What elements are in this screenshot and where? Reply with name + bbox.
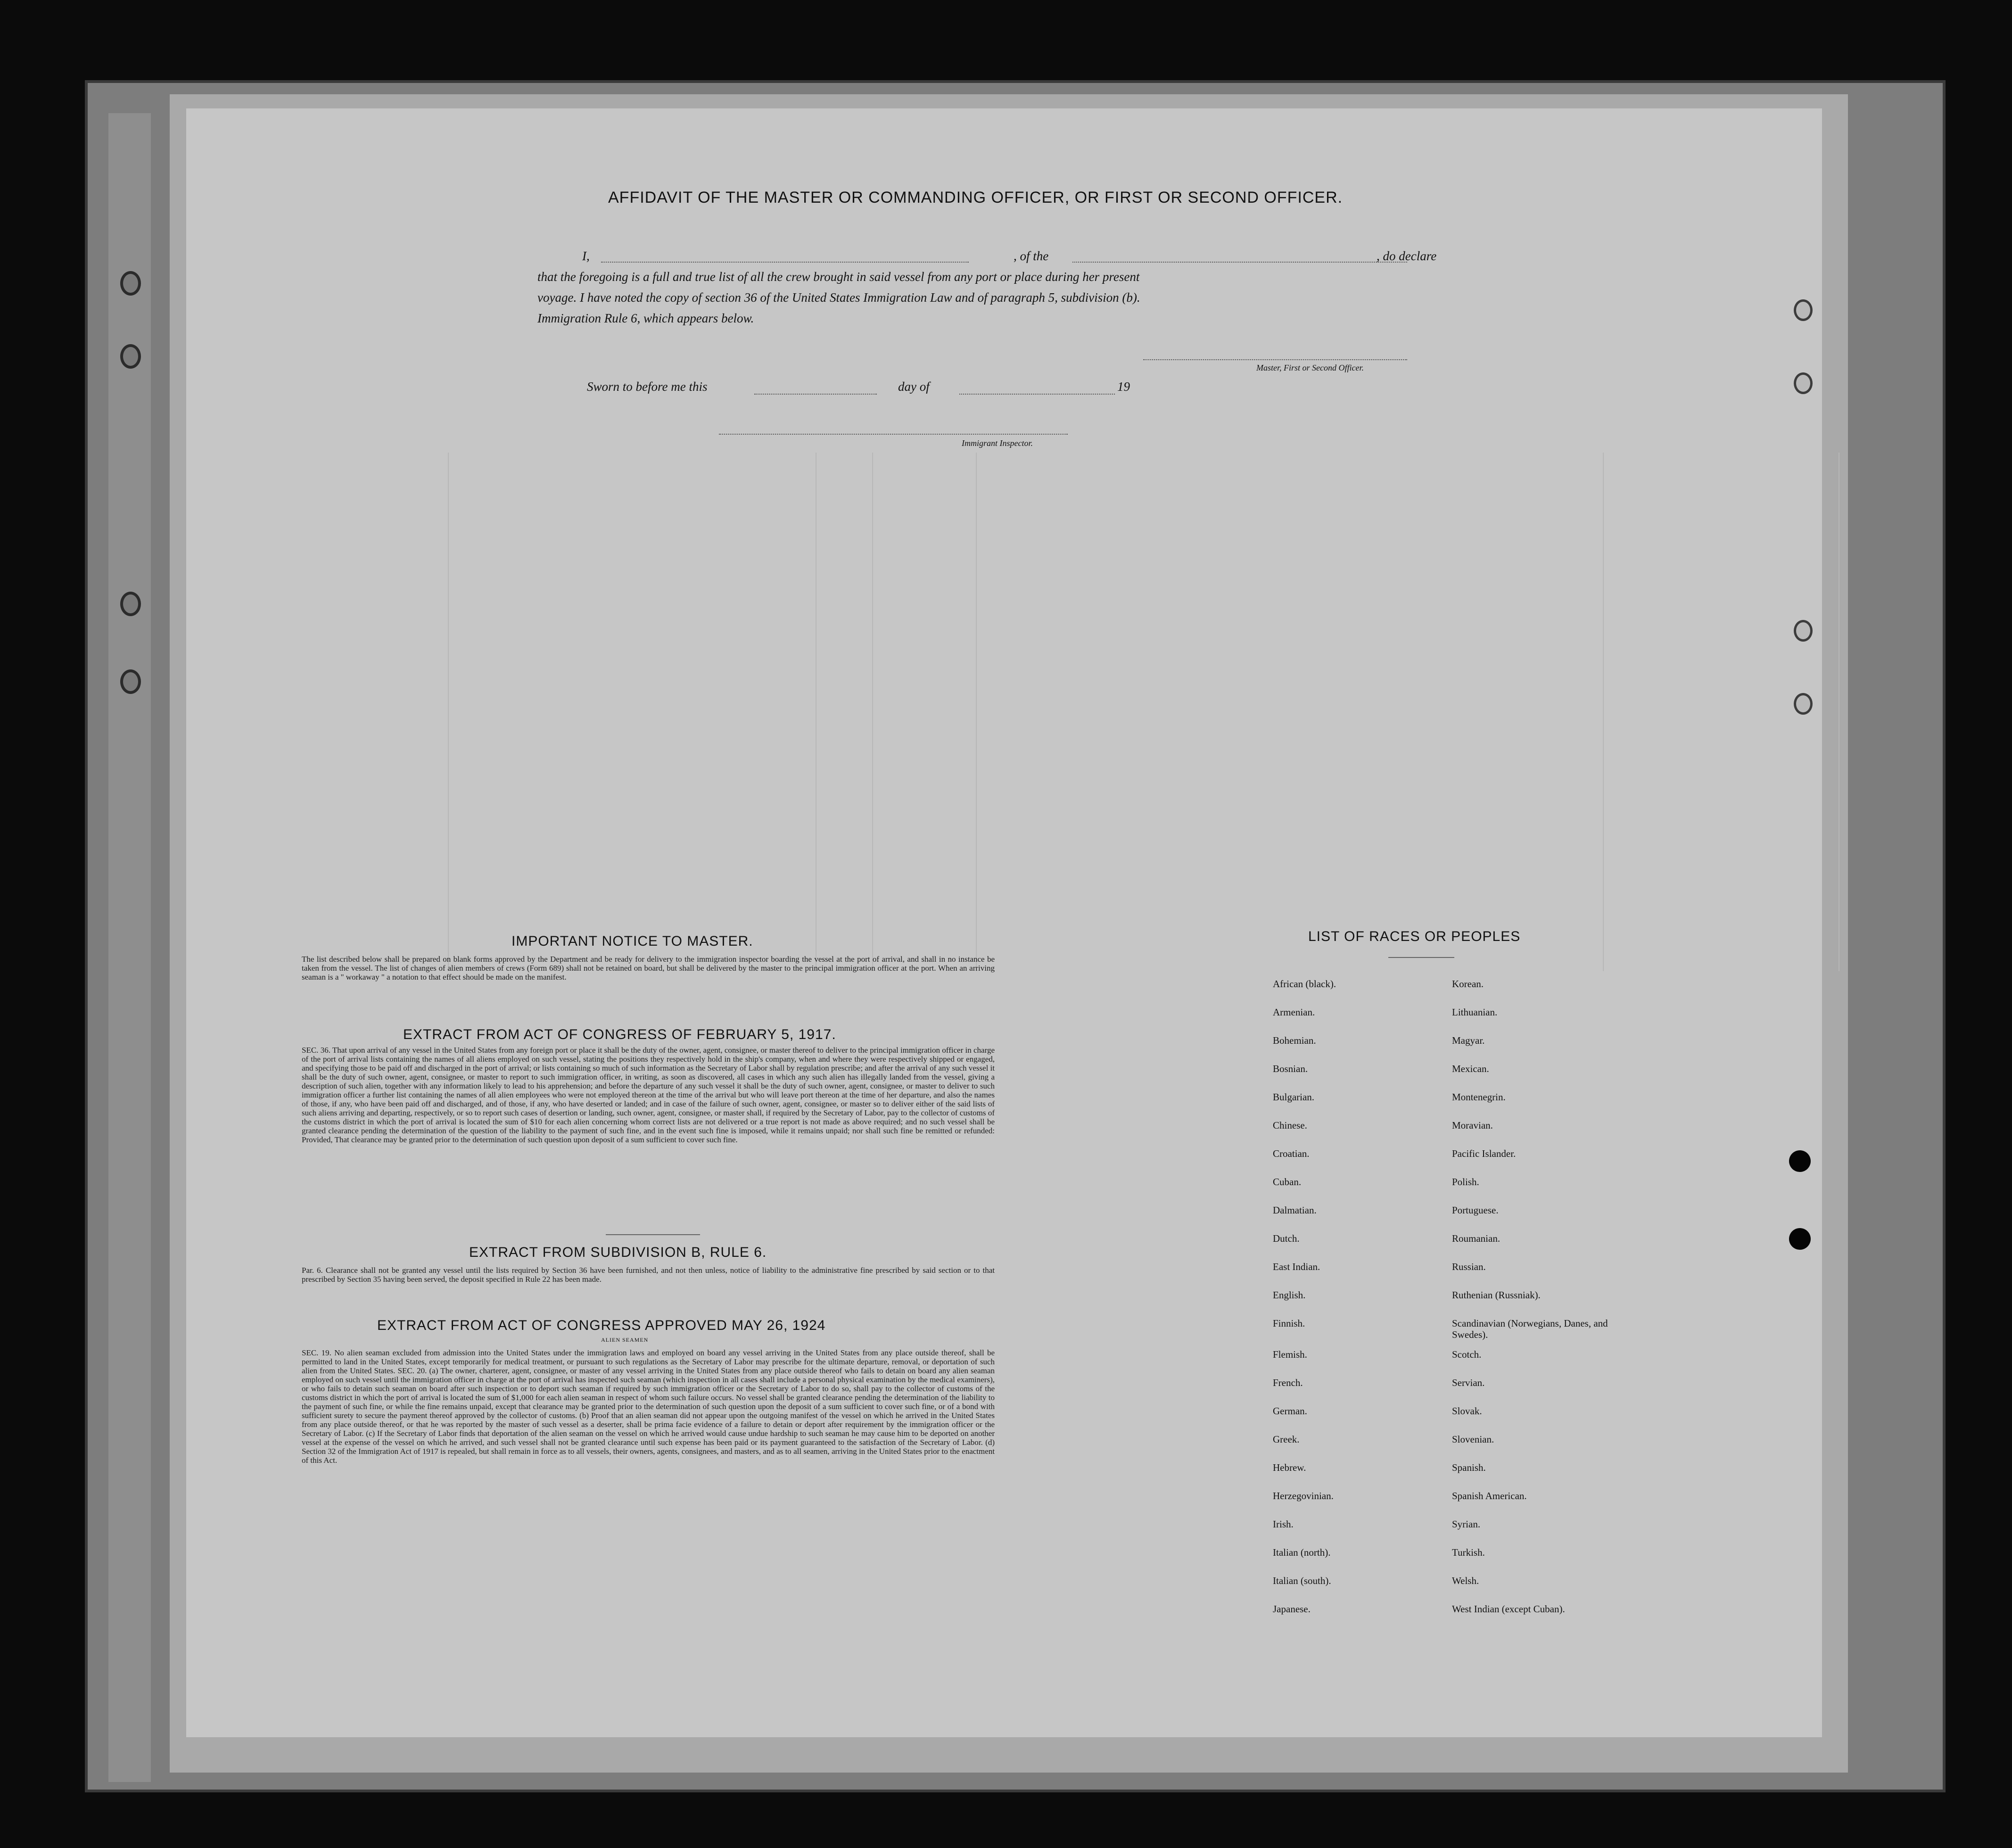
bleed-through-grid bbox=[448, 453, 1843, 971]
races-title: LIST OF RACES OR PEOPLES bbox=[1308, 929, 1521, 944]
race-item: Croatian. bbox=[1273, 1148, 1310, 1159]
section-divider bbox=[606, 1234, 700, 1235]
extract-1924-title: EXTRACT FROM ACT OF CONGRESS APPROVED MAY 26, 1924 bbox=[377, 1318, 826, 1333]
race-item: Ruthenian (Russniak). bbox=[1452, 1289, 1541, 1301]
punch-hole bbox=[1794, 372, 1813, 394]
affidavit-of-the: , of the bbox=[1014, 249, 1049, 263]
extract-1917-title: EXTRACT FROM ACT OF CONGRESS OF FEBRUARY 5, 1917. bbox=[403, 1027, 836, 1042]
race-item: French. bbox=[1273, 1377, 1303, 1388]
document-page bbox=[186, 108, 1822, 1737]
race-item: Polish. bbox=[1452, 1176, 1479, 1188]
rule-6-text: Par. 6. Clearance shall not be granted any vessel until the lists required by Section 36 have been furnished, and not then unless, notice of liability to the administrative fine prescribed by said section or to that prescribed by Section 35 having been served, the deposit specified in Rule 22 has been made. bbox=[302, 1266, 995, 1284]
race-item: Magyar. bbox=[1452, 1035, 1485, 1046]
races-right-column bbox=[1452, 978, 1650, 1632]
race-item: Irish. bbox=[1273, 1518, 1294, 1530]
race-item: Bosnian. bbox=[1273, 1063, 1308, 1074]
race-item: Mexican. bbox=[1452, 1063, 1489, 1074]
binder-hole bbox=[120, 344, 141, 369]
races-title-rule bbox=[1388, 957, 1454, 958]
race-item: Japanese. bbox=[1273, 1603, 1311, 1615]
race-item: Greek. bbox=[1273, 1434, 1300, 1445]
race-item: Welsh. bbox=[1452, 1575, 1479, 1586]
ink-dot bbox=[1789, 1228, 1811, 1250]
notice-title: IMPORTANT NOTICE TO MASTER. bbox=[511, 933, 753, 949]
race-item: Slovenian. bbox=[1452, 1434, 1494, 1445]
race-item: Herzegovinian. bbox=[1273, 1490, 1334, 1502]
grid-line bbox=[448, 453, 449, 971]
race-item: Spanish. bbox=[1452, 1462, 1486, 1473]
race-item: Portuguese. bbox=[1452, 1204, 1499, 1216]
officer-signature-label: Master, First or Second Officer. bbox=[1256, 363, 1364, 372]
day-blank[interactable] bbox=[754, 394, 877, 395]
races-left-column bbox=[1273, 978, 1471, 1632]
race-item: Flemish. bbox=[1273, 1349, 1307, 1360]
punch-hole bbox=[1794, 299, 1813, 321]
extract-1924-text: SEC. 19. No alien seaman excluded from admission into the United States under the immigration laws and employed on board any vessel arriving in the United States from any place outside thereof, shall be permitted to land in the United States, except temporarily for medical treatment, or pursuant to such regulations as the Secretary of Labor may prescribe for the ultimate departure, removal, or deportation of such alien from the United States. SEC. 20. (a) The owner, charterer, agent, consignee, or master of any vessel arriving in the United States from any place outside thereof who fails to detain on board any alien seaman employed on such vessel until the immigration officer in charge at the port of arrival has inspected such seaman (which inspection in all cases shall include a personal physical examination by the medical examiners), or who fails to detain such seaman on board after such inspection or to deport such seaman if required by such immigration officer or the Secretary of Labor to do so, shall pay to the collector of customs of the customs district in which the port of arrival is located the sum of $1,000 for each alien seaman in respect of whom such failure occurs. No vessel shall be granted clearance pending the determination of the liability to the payment of such fine, or while the fine remains unpaid, except that clearance may be granted prior to the determination of such question upon the deposit of a sum sufficient to cover such fine, or of a bond with sufficient surety to secure the payment thereof approved by the collector of customs. (b) Proof that an alien seaman did not appear upon the outgoing manifest of the vessel on which he arrived in the United States from any place outside thereof, or that he was reported by the master of such vessel as a deserter, shall be prima facie evidence of a failure to detain or deport after requirement by the immigration officer or the Secretary of Labor. (c) If the Secretary of Labor finds that deportation of the alien seaman on the vessel on which he arrived would cause undue hardship to such seaman he may cause him to be deported on another vessel at the expense of the vessel on which he arrived, and such vessel shall not be granted clearance until such expense has been paid or its payment guaranteed to the satisfaction of the Secretary of Labor. (d) Section 32 of the Immigration Act of 1917 is repealed, but shall remain in force as to all vessels, their owners, agents, consignees, and masters, and as to all seamen, arriving in the United States prior to the enactment of this Act. bbox=[302, 1348, 995, 1465]
notice-text: The list described below shall be prepared on blank forms approved by the Department and be ready for delivery to the immigration inspector boarding the vessel at the port of arrival, and shall in no instance be taken from the vessel. The list of changes of alien members of crews (Form 689) shall not be retained on board, but shall be delivered by the master to the principal immigration officer at the port. When an arriving seaman is a " workaway " a notation to that effect should be made on the manifest. bbox=[302, 955, 995, 982]
race-item: West Indian (except Cuban). bbox=[1452, 1603, 1565, 1615]
affidavit-declare: , do declare bbox=[1377, 249, 1437, 263]
race-item: Italian (south). bbox=[1273, 1575, 1331, 1586]
race-item: Montenegrin. bbox=[1452, 1091, 1506, 1103]
race-item: Turkish. bbox=[1452, 1547, 1485, 1558]
race-item: Bulgarian. bbox=[1273, 1091, 1315, 1103]
affidavit-title: AFFIDAVIT OF THE MASTER OR COMMANDING OFFICER, OR FIRST OR SECOND OFFICER. bbox=[608, 189, 1343, 206]
extract-1917-text: SEC. 36. That upon arrival of any vessel in the United States from any foreign port or place it shall be the duty of the owner, agent, consignee, or master thereof to deliver to the principal immigration officer in charge of the port of arrival lists containing the names of all aliens employed on such vessel, stating the positions they respectively hold in the ship's company, when and where they were respectively shipped or engaged, and specifying those to be paid off and discharged in the port of arrival; or lists containing so much of such information as the Secretary of Labor shall by regulation prescribe; and after the arrival of any such vessel it shall be the duty of such owner, agent, consignee, or master to report to such immigration officer, in writing, as soon as discovered, all cases in which any such alien has illegally landed from the vessel, giving a description of such alien, together with any information likely to lead to his apprehension; and before the departure of any such vessel it shall be the duty of such owner, agent, consignee, or master to deliver to such immigration officer a further list containing the names of all alien employees who were not employed thereon at the time of the arrival but who will leave port thereon at the time of her departure, and also the names of those, if any, who have been paid off and discharged, and of those, if any, who have deserted or landed; and in case of the failure of such owner, agent, consignee, or master so to deliver either of the said lists of such aliens arriving and departing, respectively, or so to report such cases of desertion or landing, such owner, agent, consignee, or master shall, if required by the Secretary of Labor, pay to the collector of customs of the customs district in which the port of arrival is located the sum of $10 for each alien concerning whom correct lists are not delivered or a true report is not made as above required; and no such vessel shall be granted clearance pending the determination of the question of the liability to the payment of such fine, and in the event such fine is imposed, while it remains unpaid; nor shall such fine be remitted or refunded: Provided, That clearance may be granted prior to the determination of such question upon deposit of a sum sufficient to cover such fine. bbox=[302, 1046, 995, 1144]
race-item: Spanish American. bbox=[1452, 1490, 1527, 1502]
race-item: Chinese. bbox=[1273, 1120, 1307, 1131]
race-item: African (black). bbox=[1273, 978, 1336, 990]
race-item: Scotch. bbox=[1452, 1349, 1482, 1360]
vessel-name-blank[interactable] bbox=[1072, 262, 1407, 263]
affidavit-line-3: voyage. I have noted the copy of section 36 of the United States Immigration Law and of paragraph 5, subdivision (b). bbox=[537, 290, 1140, 305]
officer-signature-blank[interactable] bbox=[1143, 359, 1407, 360]
binder-hole bbox=[120, 592, 141, 616]
race-item: East Indian. bbox=[1273, 1261, 1320, 1272]
rule-6-title: EXTRACT FROM SUBDIVISION B, RULE 6. bbox=[469, 1245, 767, 1260]
affidavit-line-4: Immigration Rule 6, which appears below. bbox=[537, 311, 754, 325]
race-item: Italian (north). bbox=[1273, 1547, 1331, 1558]
grid-line bbox=[872, 453, 873, 971]
race-item: Syrian. bbox=[1452, 1518, 1481, 1530]
race-item: Lithuanian. bbox=[1452, 1006, 1498, 1018]
race-item: Roumanian. bbox=[1452, 1233, 1501, 1244]
inspector-signature-blank[interactable] bbox=[719, 434, 1068, 435]
binder-hole bbox=[120, 669, 141, 694]
race-item: Hebrew. bbox=[1273, 1462, 1306, 1473]
race-item: Russian. bbox=[1452, 1261, 1486, 1272]
punch-hole bbox=[1794, 693, 1813, 715]
grid-line bbox=[1603, 453, 1604, 971]
race-item: Bohemian. bbox=[1273, 1035, 1316, 1046]
sworn-text: Sworn to before me this bbox=[587, 380, 708, 394]
extract-1924-subtitle: ALIEN SEAMEN bbox=[601, 1336, 649, 1343]
master-name-blank[interactable] bbox=[601, 262, 969, 263]
race-item: English. bbox=[1273, 1289, 1306, 1301]
race-item: Dalmatian. bbox=[1273, 1204, 1317, 1216]
race-item: Slovak. bbox=[1452, 1405, 1482, 1417]
punch-hole bbox=[1794, 620, 1813, 642]
ink-dot bbox=[1789, 1150, 1811, 1172]
grid-line bbox=[976, 453, 977, 971]
affidavit-line-2: that the foregoing is a full and true list of all the crew brought in said vessel from any port or place during her present bbox=[537, 270, 1140, 284]
race-item: Korean. bbox=[1452, 978, 1484, 990]
race-item: Moravian. bbox=[1452, 1120, 1493, 1131]
inspector-signature-label: Immigrant Inspector. bbox=[962, 438, 1033, 448]
race-item: Dutch. bbox=[1273, 1233, 1300, 1244]
race-item: Cuban. bbox=[1273, 1176, 1302, 1188]
race-item: Pacific Islander. bbox=[1452, 1148, 1516, 1159]
race-item: Finnish. bbox=[1273, 1318, 1305, 1329]
binder-hole bbox=[120, 271, 141, 296]
race-item: Servian. bbox=[1452, 1377, 1485, 1388]
race-item: Scandinavian (Norwegians, Danes, and Swedes). bbox=[1452, 1318, 1608, 1340]
day-of-text: day of bbox=[898, 380, 930, 394]
affidavit-i: I, bbox=[582, 249, 590, 263]
race-item: Armenian. bbox=[1273, 1006, 1315, 1018]
month-blank[interactable] bbox=[959, 394, 1115, 395]
race-item: German. bbox=[1273, 1405, 1307, 1417]
year-prefix: 19 bbox=[1117, 380, 1130, 394]
